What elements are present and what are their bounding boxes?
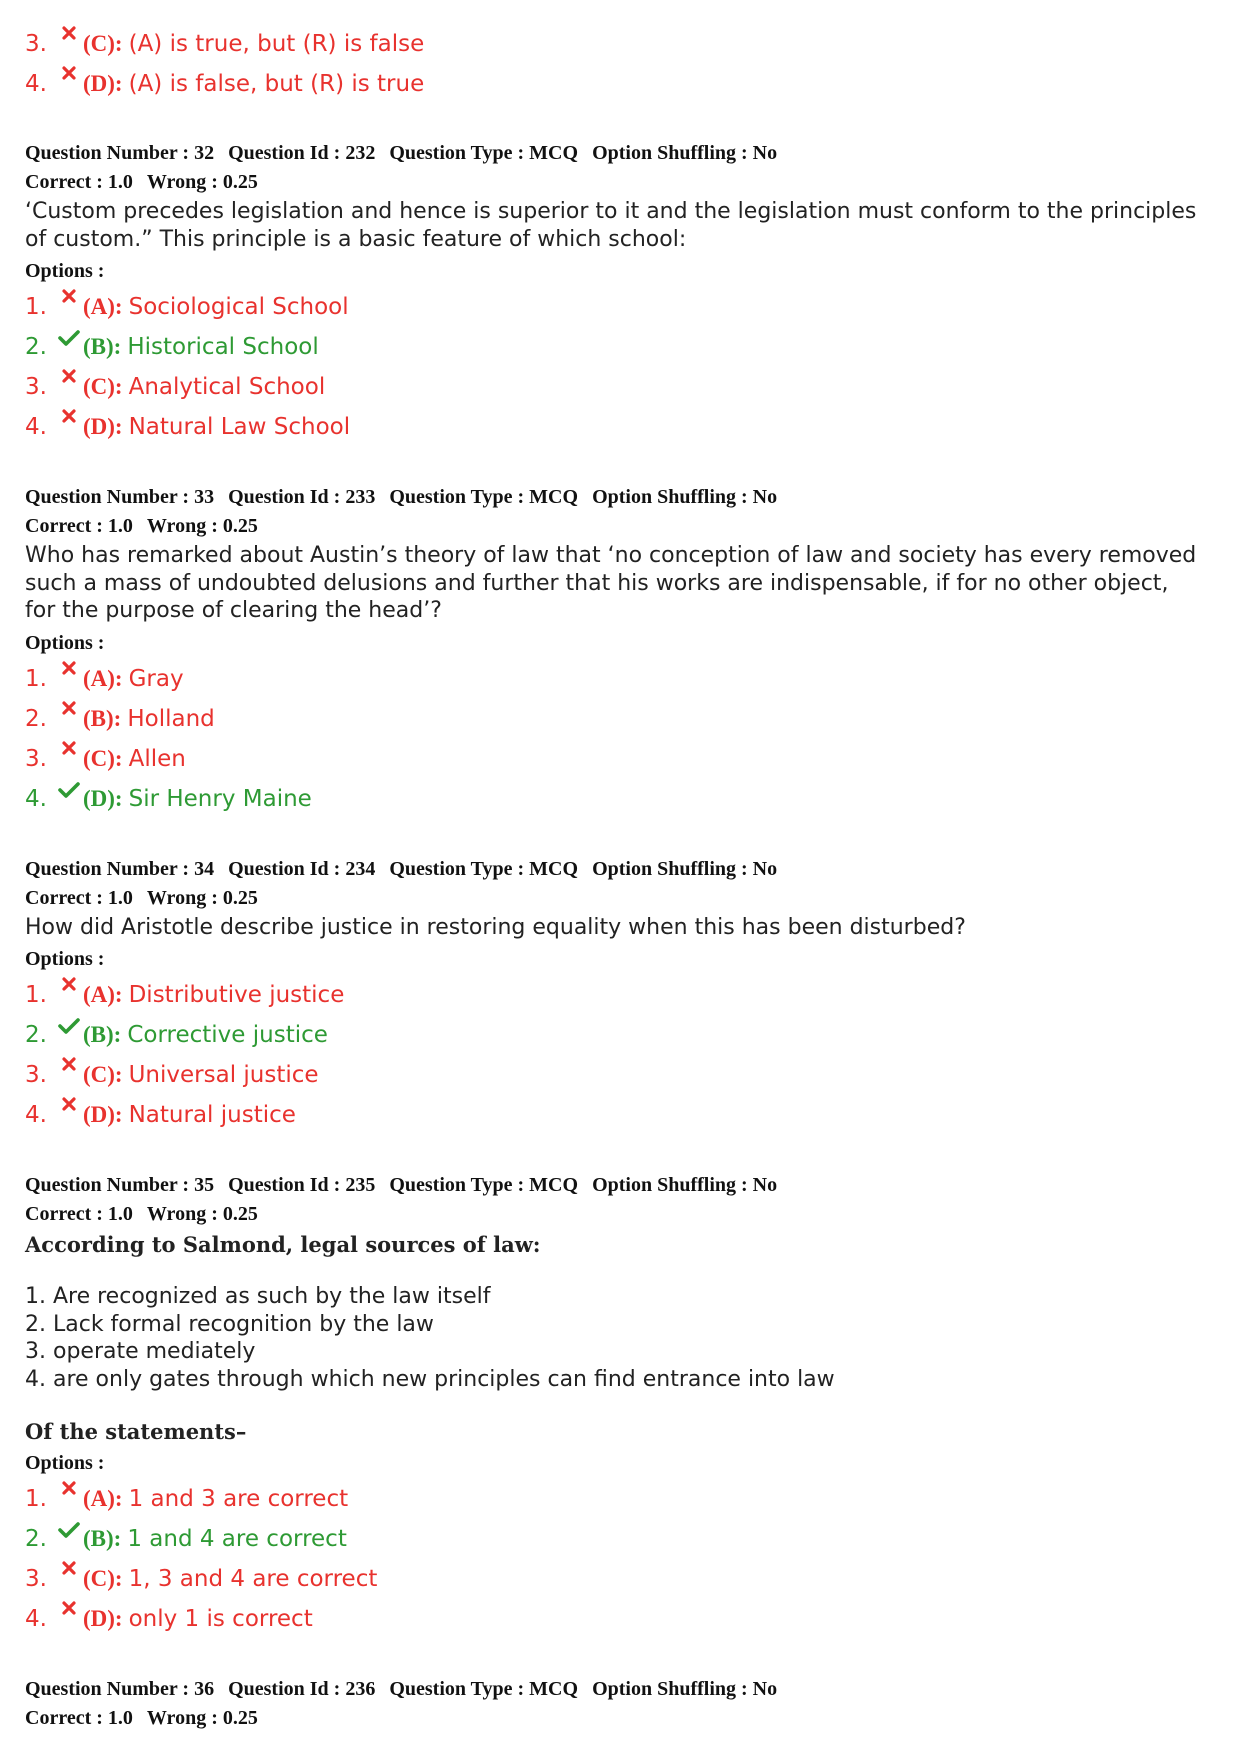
option-letter: (A): [83, 665, 123, 691]
option-text: Holland [127, 705, 215, 732]
option-text: Historical School [127, 334, 319, 360]
option-item [25, 779, 1240, 819]
question-marks [25, 168, 1240, 197]
option-item [25, 1479, 1240, 1519]
option-item [25, 367, 1240, 407]
cross-icon [55, 1481, 83, 1507]
question-block [25, 855, 1240, 1136]
option-item [25, 64, 1240, 104]
correct-marks: Correct : 1.0 [25, 515, 133, 537]
option-letter: (A): [83, 982, 123, 1007]
cross-icon [55, 977, 83, 1003]
question-meta [25, 483, 1240, 512]
question-type: Question Type : MCQ [389, 857, 579, 880]
options-label: Options : [25, 260, 105, 282]
question-id: Question Id : 233 [228, 486, 376, 508]
check-icon [55, 781, 83, 807]
option-text: Gray [128, 665, 184, 692]
question-id: Question Id : 232 [228, 142, 376, 164]
statement-item: 1. Are recognized as such by the law itself [25, 1284, 491, 1309]
option-letter: (B): [83, 1526, 122, 1551]
option-letter: (B): [83, 334, 122, 359]
question-meta [25, 1675, 1240, 1704]
option-letter: (B): [83, 705, 122, 731]
cross-icon [55, 369, 83, 395]
question-id: Question Id : 236 [228, 1678, 376, 1700]
option-number: 2. [25, 1526, 47, 1552]
option-text: Natural Law School [128, 414, 351, 440]
option-number: 2. [25, 705, 47, 732]
question-id: Question Id : 235 [228, 1174, 376, 1196]
options-label: Options : [25, 1452, 105, 1474]
cross-icon [55, 66, 83, 92]
cross-icon [55, 26, 83, 52]
option-number: 4. [25, 1102, 47, 1128]
question-marks [25, 884, 1240, 913]
correct-marks: Correct : 1.0 [25, 1203, 133, 1225]
question-type: Question Type : MCQ [389, 142, 579, 164]
option-letter: (C): [83, 1062, 123, 1087]
cross-icon [55, 1601, 83, 1627]
question-number: Question Number : 36 [25, 1678, 215, 1700]
option-text: Universal justice [128, 1062, 319, 1088]
cross-icon [55, 661, 83, 687]
option-text: Sir Henry Maine [128, 785, 312, 812]
statement-item: 2. Lack formal recognition by the law [25, 1311, 434, 1337]
question-number: Question Number : 34 [25, 857, 215, 880]
option-number: 3. [25, 1062, 47, 1088]
wrong-marks: Wrong : 0.25 [146, 1707, 258, 1729]
check-icon [55, 1521, 83, 1547]
option-item [25, 24, 1240, 64]
option-shuffling: Option Shuffling : No [592, 1678, 778, 1700]
correct-marks: Correct : 1.0 [25, 1707, 133, 1729]
check-icon [55, 329, 83, 355]
question-marks [25, 1704, 1240, 1733]
option-number: 1. [25, 982, 47, 1008]
option-letter: (D): [83, 71, 123, 96]
question-text: Who has remarked about Austin’s theory of law that ‘no conception of law and society has every removed such a mass of undoubted delusions and further that his works are indispensable, if for no other object, for the purpose of clearing the head’? [25, 543, 1197, 623]
option-number: 3. [25, 374, 47, 400]
option-item [25, 659, 1240, 699]
option-item [25, 1519, 1240, 1559]
option-number: 4. [25, 414, 47, 440]
options-label: Options : [25, 631, 105, 654]
check-icon [55, 1017, 83, 1043]
option-number: 1. [25, 294, 47, 320]
question-meta [25, 139, 1240, 168]
option-letter: (C): [83, 745, 123, 771]
option-number: 4. [25, 785, 47, 812]
option-text: (A) is true, but (R) is false [128, 31, 425, 57]
option-number: 3. [25, 745, 47, 772]
option-item [25, 407, 1240, 447]
option-shuffling: Option Shuffling : No [592, 1174, 778, 1196]
cross-icon [55, 1057, 83, 1083]
question-text: ‘Custom precedes legislation and hence is superior to it and the legislation must conform to the principles of custom.” This principle is a basic feature of which school: [25, 199, 1197, 252]
question-number: Question Number : 35 [25, 1174, 215, 1196]
option-item [25, 1055, 1240, 1095]
wrong-marks: Wrong : 0.25 [146, 1203, 258, 1225]
option-text: 1, 3 and 4 are correct [128, 1566, 378, 1592]
question-type: Question Type : MCQ [389, 1174, 579, 1196]
wrong-marks: Wrong : 0.25 [146, 515, 258, 537]
question-block [25, 483, 1240, 819]
question-title: According to Salmond, legal sources of law: [25, 1232, 541, 1257]
option-number: 1. [25, 1486, 47, 1512]
statement-item: 3. operate mediately [25, 1339, 256, 1364]
option-letter: (A): [83, 1486, 123, 1511]
correct-marks: Correct : 1.0 [25, 171, 133, 193]
option-text: (A) is false, but (R) is true [128, 71, 425, 97]
option-shuffling: Option Shuffling : No [592, 142, 778, 164]
option-letter: (B): [83, 1022, 122, 1047]
question-marks [25, 1200, 1240, 1229]
question-block [25, 139, 1240, 447]
of-statements-label: Of the statements– [25, 1419, 247, 1444]
option-letter: (C): [83, 374, 123, 399]
question-id: Question Id : 234 [228, 857, 376, 880]
cross-icon [55, 409, 83, 435]
option-letter: (A): [83, 294, 123, 319]
option-number: 2. [25, 334, 47, 360]
question-number: Question Number : 33 [25, 486, 215, 508]
question-text: How did Aristotle describe justice in restoring equality when this has been disturbed? [25, 914, 966, 940]
cross-icon [55, 289, 83, 315]
cross-icon [55, 1097, 83, 1123]
option-text: 1 and 3 are correct [128, 1486, 349, 1512]
option-letter: (D): [83, 1102, 123, 1127]
option-letter: (D): [83, 785, 123, 811]
question-block [25, 1171, 1240, 1639]
correct-marks: Correct : 1.0 [25, 886, 133, 909]
wrong-marks: Wrong : 0.25 [146, 886, 258, 909]
question-meta [25, 1171, 1240, 1200]
option-number: 3. [25, 1566, 47, 1592]
option-item [25, 1015, 1240, 1055]
question-type: Question Type : MCQ [389, 486, 579, 508]
option-number: 1. [25, 665, 47, 692]
option-letter: (C): [83, 1566, 123, 1591]
option-item [25, 287, 1240, 327]
option-letter: (D): [83, 414, 123, 439]
carry-options [25, 24, 1240, 104]
option-text: Analytical School [128, 374, 326, 400]
option-number: 2. [25, 1022, 47, 1048]
option-number: 4. [25, 71, 47, 97]
option-item [25, 699, 1240, 739]
question-marks [25, 512, 1240, 541]
option-text: Distributive justice [128, 982, 345, 1008]
option-item [25, 1599, 1240, 1639]
question-block [25, 1675, 1240, 1733]
option-item [25, 739, 1240, 779]
option-item [25, 1095, 1240, 1135]
option-item [25, 975, 1240, 1015]
question-type: Question Type : MCQ [389, 1678, 579, 1700]
wrong-marks: Wrong : 0.25 [146, 171, 258, 193]
option-shuffling: Option Shuffling : No [592, 486, 778, 508]
option-text: Allen [128, 745, 186, 772]
option-shuffling: Option Shuffling : No [592, 857, 778, 880]
option-letter: (D): [83, 1606, 123, 1631]
option-item [25, 1559, 1240, 1599]
cross-icon [55, 741, 83, 767]
option-text: Corrective justice [127, 1022, 328, 1048]
option-number: 3. [25, 31, 47, 57]
statement-item: 4. are only gates through which new principles can find entrance into law [25, 1366, 835, 1392]
option-item [25, 327, 1240, 367]
option-text: 1 and 4 are correct [127, 1526, 347, 1552]
cross-icon [55, 1561, 83, 1587]
question-number: Question Number : 32 [25, 142, 215, 164]
option-text: Natural justice [128, 1102, 296, 1128]
question-meta [25, 855, 1240, 884]
option-letter: (C): [83, 31, 123, 56]
option-number: 4. [25, 1606, 47, 1632]
option-text: Sociological School [128, 294, 349, 320]
cross-icon [55, 701, 83, 727]
option-text: only 1 is correct [128, 1606, 313, 1632]
options-label: Options : [25, 948, 105, 970]
